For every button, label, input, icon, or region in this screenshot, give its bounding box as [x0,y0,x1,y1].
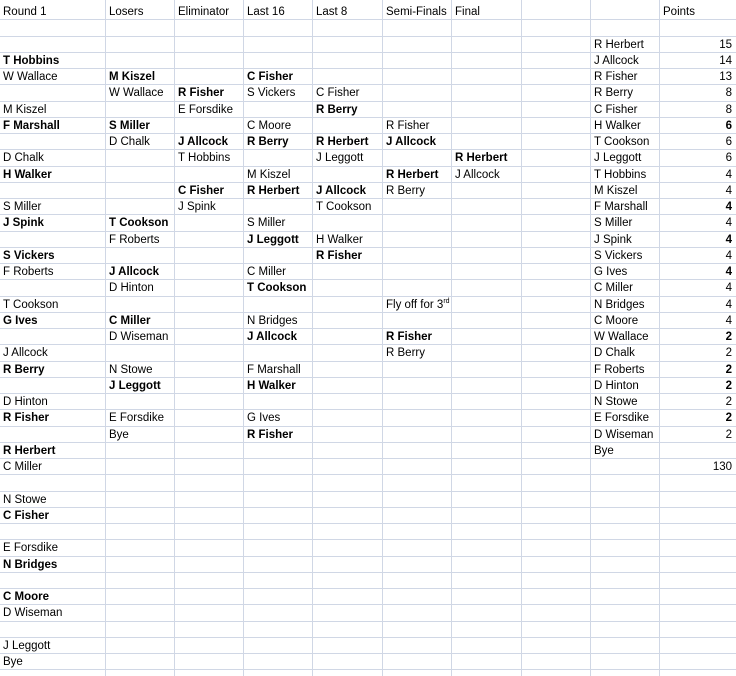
column-header-last-8[interactable]: Last 8 [316,6,348,18]
cell-w-wallace[interactable]: W Wallace [594,331,649,343]
cell-130[interactable]: 130 [712,461,732,473]
cell-j-allcock[interactable]: J Allcock [3,347,48,359]
cell-j-allcock[interactable]: J Allcock [178,136,229,148]
cell-r-berry[interactable]: R Berry [3,364,45,376]
cell-h-walker[interactable]: H Walker [316,234,363,246]
cell-4[interactable]: 4 [725,315,732,327]
cell-s-vickers[interactable]: S Vickers [247,87,296,99]
cell-j-leggott[interactable]: J Leggott [247,234,299,246]
column-header-round-1[interactable]: Round 1 [3,6,47,18]
cell-4[interactable]: 4 [725,169,732,181]
cell-c-miller[interactable]: C Miller [594,282,633,294]
column-header-semi-finals[interactable]: Semi-Finals [386,6,447,18]
cell-t-cookson[interactable]: T Cookson [247,282,307,294]
cell-4[interactable]: 4 [725,185,732,197]
row-gridline [0,539,736,540]
cell-14[interactable]: 14 [719,55,732,67]
cell-r-berry[interactable]: R Berry [386,185,425,197]
cell-r-herbert[interactable]: R Herbert [316,136,369,148]
cell-j-allcock[interactable]: J Allcock [455,169,500,181]
cell-c-moore[interactable]: C Moore [594,315,639,327]
cell-d-hinton[interactable]: D Hinton [3,396,48,408]
ordinal-superscript: rd [443,298,450,306]
cell-n-bridges[interactable]: N Bridges [594,299,645,311]
cell-fly-off-for-3[interactable]: Fly off for 3rd [386,298,450,311]
cell-j-allcock[interactable]: J Allcock [386,136,437,148]
cell-r-berry[interactable]: R Berry [386,347,425,359]
cell-s-vickers[interactable]: S Vickers [3,250,55,262]
cell-4[interactable]: 4 [725,299,732,311]
cell-d-chalk[interactable]: D Chalk [594,347,635,359]
row-gridline [0,572,736,573]
cell-bye[interactable]: Bye [594,445,614,457]
cell-c-miller[interactable]: C Miller [247,266,286,278]
row-gridline [0,621,736,622]
cell-r-fisher[interactable]: R Fisher [178,87,225,99]
cell-j-leggott[interactable]: J Leggott [109,380,161,392]
cell-t-hobbins[interactable]: T Hobbins [3,55,60,67]
cell-j-spink[interactable]: J Spink [594,234,632,246]
cell-n-stowe[interactable]: N Stowe [594,396,638,408]
cell-r-fisher[interactable]: R Fisher [386,331,433,343]
cell-2[interactable]: 2 [725,412,732,424]
row-gridline [0,588,736,589]
cell-t-cookson[interactable]: T Cookson [316,201,372,213]
cell-j-spink[interactable]: J Spink [3,217,44,229]
cell-c-fisher[interactable]: C Fisher [247,71,294,83]
cell-j-allcock[interactable]: J Allcock [594,55,639,67]
cell-t-cookson[interactable]: T Cookson [3,299,59,311]
cell-w-wallace[interactable]: W Wallace [3,71,58,83]
cell-s-miller[interactable]: S Miller [247,217,286,229]
cell-t-hobbins[interactable]: T Hobbins [178,152,231,164]
row-gridline [0,653,736,654]
cell-bye[interactable]: Bye [109,429,129,441]
cell-c-fisher[interactable]: C Fisher [594,104,638,116]
cell-r-herbert[interactable]: R Herbert [3,445,56,457]
column-header-last-16[interactable]: Last 16 [247,6,285,18]
cell-4[interactable]: 4 [725,201,732,213]
cell-e-forsdike[interactable]: E Forsdike [594,412,649,424]
cell-r-fisher[interactable]: R Fisher [594,71,638,83]
cell-4[interactable]: 4 [725,250,732,262]
cell-13[interactable]: 13 [719,71,732,83]
cell-8[interactable]: 8 [725,87,732,99]
row-gridline [0,474,736,475]
cell-h-walker[interactable]: H Walker [247,380,296,392]
cell-h-walker[interactable]: H Walker [3,169,52,181]
cell-2[interactable]: 2 [725,396,732,408]
cell-d-chalk[interactable]: D Chalk [109,136,150,148]
column-header-losers[interactable]: Losers [109,6,144,18]
column-header-points[interactable]: Points [663,6,695,18]
row-gridline [0,669,736,670]
cell-g-ives[interactable]: G Ives [594,266,628,278]
cell-s-miller[interactable]: S Miller [594,217,633,229]
cell-4[interactable]: 4 [725,282,732,294]
cell-15[interactable]: 15 [719,39,732,51]
cell-h-walker[interactable]: H Walker [594,120,641,132]
cell-2[interactable]: 2 [725,380,732,392]
cell-t-cookson[interactable]: T Cookson [594,136,650,148]
cell-d-hinton[interactable]: D Hinton [109,282,154,294]
row-gridline [0,556,736,557]
cell-j-leggott[interactable]: J Leggott [3,640,51,652]
row-gridline [0,523,736,524]
cell-d-hinton[interactable]: D Hinton [594,380,639,392]
cell-j-allcock[interactable]: J Allcock [109,266,160,278]
cell-j-allcock[interactable]: J Allcock [316,185,367,197]
cell-s-miller[interactable]: S Miller [3,201,42,213]
cell-m-kiszel[interactable]: M Kiszel [109,71,156,83]
cell-r-fisher[interactable]: R Fisher [247,429,294,441]
cell-m-kiszel[interactable]: M Kiszel [3,104,47,116]
cell-r-berry[interactable]: R Berry [594,87,633,99]
cell-r-fisher[interactable]: R Fisher [3,412,50,424]
cell-g-ives[interactable]: G Ives [3,315,38,327]
cell-f-marshall[interactable]: F Marshall [247,364,301,376]
cell-c-moore[interactable]: C Moore [3,591,49,603]
cell-4[interactable]: 4 [725,217,732,229]
cell-n-bridges[interactable]: N Bridges [247,315,298,327]
cell-4[interactable]: 4 [725,266,732,278]
cell-m-kiszel[interactable]: M Kiszel [594,185,638,197]
cell-m-kiszel[interactable]: M Kiszel [247,169,291,181]
cell-e-forsdike[interactable]: E Forsdike [109,412,164,424]
cell-n-stowe[interactable]: N Stowe [3,494,47,506]
cell-r-berry[interactable]: R Berry [316,104,358,116]
cell-2[interactable]: 2 [725,364,732,376]
cell-d-wiseman[interactable]: D Wiseman [3,607,63,619]
cell-j-spink[interactable]: J Spink [178,201,216,213]
cell-r-berry[interactable]: R Berry [247,136,289,148]
cell-c-miller[interactable]: C Miller [3,461,42,473]
column-header-eliminator[interactable]: Eliminator [178,6,230,18]
cell-n-bridges[interactable]: N Bridges [3,559,58,571]
row-gridline [0,604,736,605]
cell-8[interactable]: 8 [725,104,732,116]
cell-6[interactable]: 6 [725,120,732,132]
cell-s-vickers[interactable]: S Vickers [594,250,643,262]
cell-w-wallace[interactable]: W Wallace [109,87,164,99]
cell-f-marshall[interactable]: F Marshall [594,201,648,213]
cell-s-miller[interactable]: S Miller [109,120,150,132]
cell-2[interactable]: 2 [725,429,732,441]
row-gridline [0,507,736,508]
cell-6[interactable]: 6 [725,152,732,164]
cell-f-roberts[interactable]: F Roberts [594,364,645,376]
row-gridline [0,491,736,492]
cell-n-stowe[interactable]: N Stowe [109,364,153,376]
column-header-final[interactable]: Final [455,6,480,18]
cell-f-roberts[interactable]: F Roberts [109,234,160,246]
cell-f-roberts[interactable]: F Roberts [3,266,54,278]
cell-d-chalk[interactable]: D Chalk [3,152,44,164]
cell-c-fisher[interactable]: C Fisher [178,185,225,197]
cell-j-allcock[interactable]: J Allcock [247,331,298,343]
cell-t-hobbins[interactable]: T Hobbins [594,169,647,181]
cell-r-fisher[interactable]: R Fisher [316,250,363,262]
cell-t-cookson[interactable]: T Cookson [109,217,169,229]
cell-bye[interactable]: Bye [3,656,23,668]
cell-c-miller[interactable]: C Miller [109,315,151,327]
row-gridline [0,637,736,638]
cell-4[interactable]: 4 [725,234,732,246]
cell-d-wiseman[interactable]: D Wiseman [594,429,654,441]
cell-r-herbert[interactable]: R Herbert [247,185,300,197]
cell-r-herbert[interactable]: R Herbert [386,169,439,181]
cell-e-forsdike[interactable]: E Forsdike [178,104,233,116]
cell-c-moore[interactable]: C Moore [247,120,292,132]
cell-f-marshall[interactable]: F Marshall [3,120,60,132]
cell-j-leggott[interactable]: J Leggott [316,152,364,164]
cell-c-fisher[interactable]: C Fisher [3,510,50,522]
cell-r-herbert[interactable]: R Herbert [455,152,508,164]
cell-e-forsdike[interactable]: E Forsdike [3,542,58,554]
cell-2[interactable]: 2 [725,331,732,343]
cell-6[interactable]: 6 [725,136,732,148]
cell-d-wiseman[interactable]: D Wiseman [109,331,169,343]
cell-2[interactable]: 2 [725,347,732,359]
cell-r-herbert[interactable]: R Herbert [594,39,644,51]
cell-c-fisher[interactable]: C Fisher [316,87,360,99]
cell-g-ives[interactable]: G Ives [247,412,281,424]
cell-j-leggott[interactable]: J Leggott [594,152,642,164]
cell-r-fisher[interactable]: R Fisher [386,120,430,132]
